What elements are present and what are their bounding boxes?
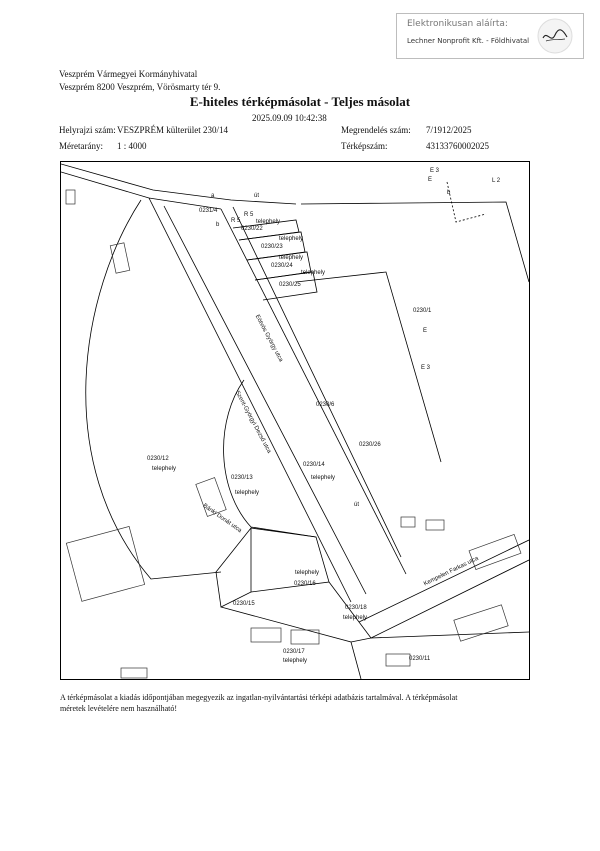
label-p34: 0230/18	[345, 605, 367, 611]
street-banki: Bánki Donát utca	[201, 503, 243, 535]
second-road-left	[221, 209, 406, 574]
plot-0230-15-boundary	[216, 528, 251, 607]
label-p33: 0230/15	[233, 601, 255, 607]
label-p8: 0230/22	[241, 226, 263, 232]
street-kempelen: Kempelen Farkas utca	[423, 555, 480, 588]
label-p32: 0230/16	[294, 581, 316, 587]
meretarany-value: 1 : 4000	[117, 141, 147, 151]
helyrajzi-value: VESZPRÉM külterület 230/14	[117, 125, 228, 135]
label-p18: E 3	[430, 168, 440, 174]
label-p3: 0231/4	[199, 208, 218, 214]
building-7	[469, 534, 521, 569]
label-p6: R 5	[244, 212, 254, 218]
road-top-left	[61, 164, 296, 204]
label-p29: telephely	[311, 475, 336, 481]
building-11	[121, 668, 147, 678]
issuer-office: Veszprém Vármegyei Kormányhivatal	[59, 69, 198, 79]
street-szent-gyorgyi: Szent-Györgyi Dezső utca	[233, 390, 272, 455]
meretarany-label: Méretarány:	[59, 141, 103, 151]
signature-signer: Lechner Nonprofit Kft. - Földhivatal	[407, 37, 530, 45]
label-p28: 0230/14	[303, 462, 325, 468]
disclaimer-footer: A térképmásolat a kiadás időpontjában megegyezik az ingatlan-nyilvántartási térképi adatbázis tartalmával. A térképmásolat méretek levételére nem használható!	[60, 693, 458, 713]
building-8	[454, 605, 508, 641]
label-p1: a	[211, 193, 215, 199]
second-road-right	[233, 207, 401, 557]
issuer-address: Veszprém 8200 Veszprém, Vörösmarty tér 9.	[59, 82, 221, 92]
label-p2: út	[254, 193, 260, 199]
building-4	[66, 526, 144, 601]
label-p10: 0230/23	[261, 244, 283, 250]
helyrajzi-label: Helyrajzi szám:	[59, 125, 116, 135]
label-p24: 0230/12	[147, 456, 169, 462]
electronic-signature-box	[396, 13, 584, 59]
label-p31: telephely	[295, 570, 320, 576]
label-p14: 0230/25	[279, 282, 301, 288]
terkepszam-value: 43133760002025	[426, 141, 489, 151]
signature-caption: Elektronikusan aláírta:	[407, 19, 508, 29]
kempelen-road-top	[359, 540, 529, 622]
label-p36: 0230/17	[283, 649, 305, 655]
label-p17: E 3	[421, 365, 431, 371]
road-top-left-inner	[61, 172, 221, 209]
building-5	[401, 517, 415, 527]
page-title: E-hiteles térképmásolat - Teljes másolat	[189, 94, 411, 109]
label-p16: E	[423, 328, 428, 334]
label-p20: L 2	[492, 178, 501, 184]
street-eotvos: Eötvös György utca	[253, 314, 284, 364]
main-road-left-edge	[149, 198, 351, 602]
label-p25: telephely	[152, 466, 177, 472]
signature-seal-icon	[537, 18, 573, 54]
label-p15: 0230/1	[413, 308, 432, 314]
building-2	[110, 243, 130, 273]
plot-0230-12-boundary	[86, 200, 221, 579]
building-1	[66, 190, 75, 204]
label-p11: telephely	[279, 255, 304, 261]
building-12	[386, 654, 410, 666]
terkepszam-label: Térképszám:	[341, 141, 388, 151]
field-0230-26-boundary	[296, 272, 441, 462]
timestamp: 2025.09.09 10:42:38	[252, 113, 327, 123]
label-p35: telephely	[343, 615, 368, 621]
label-p9: telephely	[279, 236, 304, 242]
plot-0230-16-boundary	[251, 528, 329, 592]
label-p19: E	[428, 177, 433, 183]
main-road-right-edge	[164, 206, 366, 594]
label-p27: telephely	[235, 490, 260, 496]
label-p5: R 5	[231, 218, 241, 224]
megrendeles-label: Megrendelés szám:	[341, 125, 411, 135]
cadastral-map	[60, 161, 530, 680]
building-9	[251, 628, 281, 642]
plot-0230-11-boundary	[371, 632, 529, 638]
label-p21: b	[447, 190, 451, 196]
label-p4: b	[216, 222, 220, 228]
field-0230-1-boundary	[301, 202, 529, 282]
label-p12: 0230/24	[271, 263, 293, 269]
label-p26: 0230/13	[231, 475, 253, 481]
label-p38: 0230/11	[409, 656, 431, 662]
megrendeles-value: 7/1912/2025	[426, 125, 472, 135]
label-p13: telephely	[301, 270, 326, 276]
plot-0230-13-boundary	[224, 380, 316, 537]
label-p37: telephely	[283, 658, 308, 664]
label-p22: 0230/6	[316, 402, 335, 408]
label-p7: telephely	[256, 219, 281, 225]
label-p30: út	[354, 502, 360, 508]
label-p23: 0230/26	[359, 442, 381, 448]
building-6	[426, 520, 444, 530]
